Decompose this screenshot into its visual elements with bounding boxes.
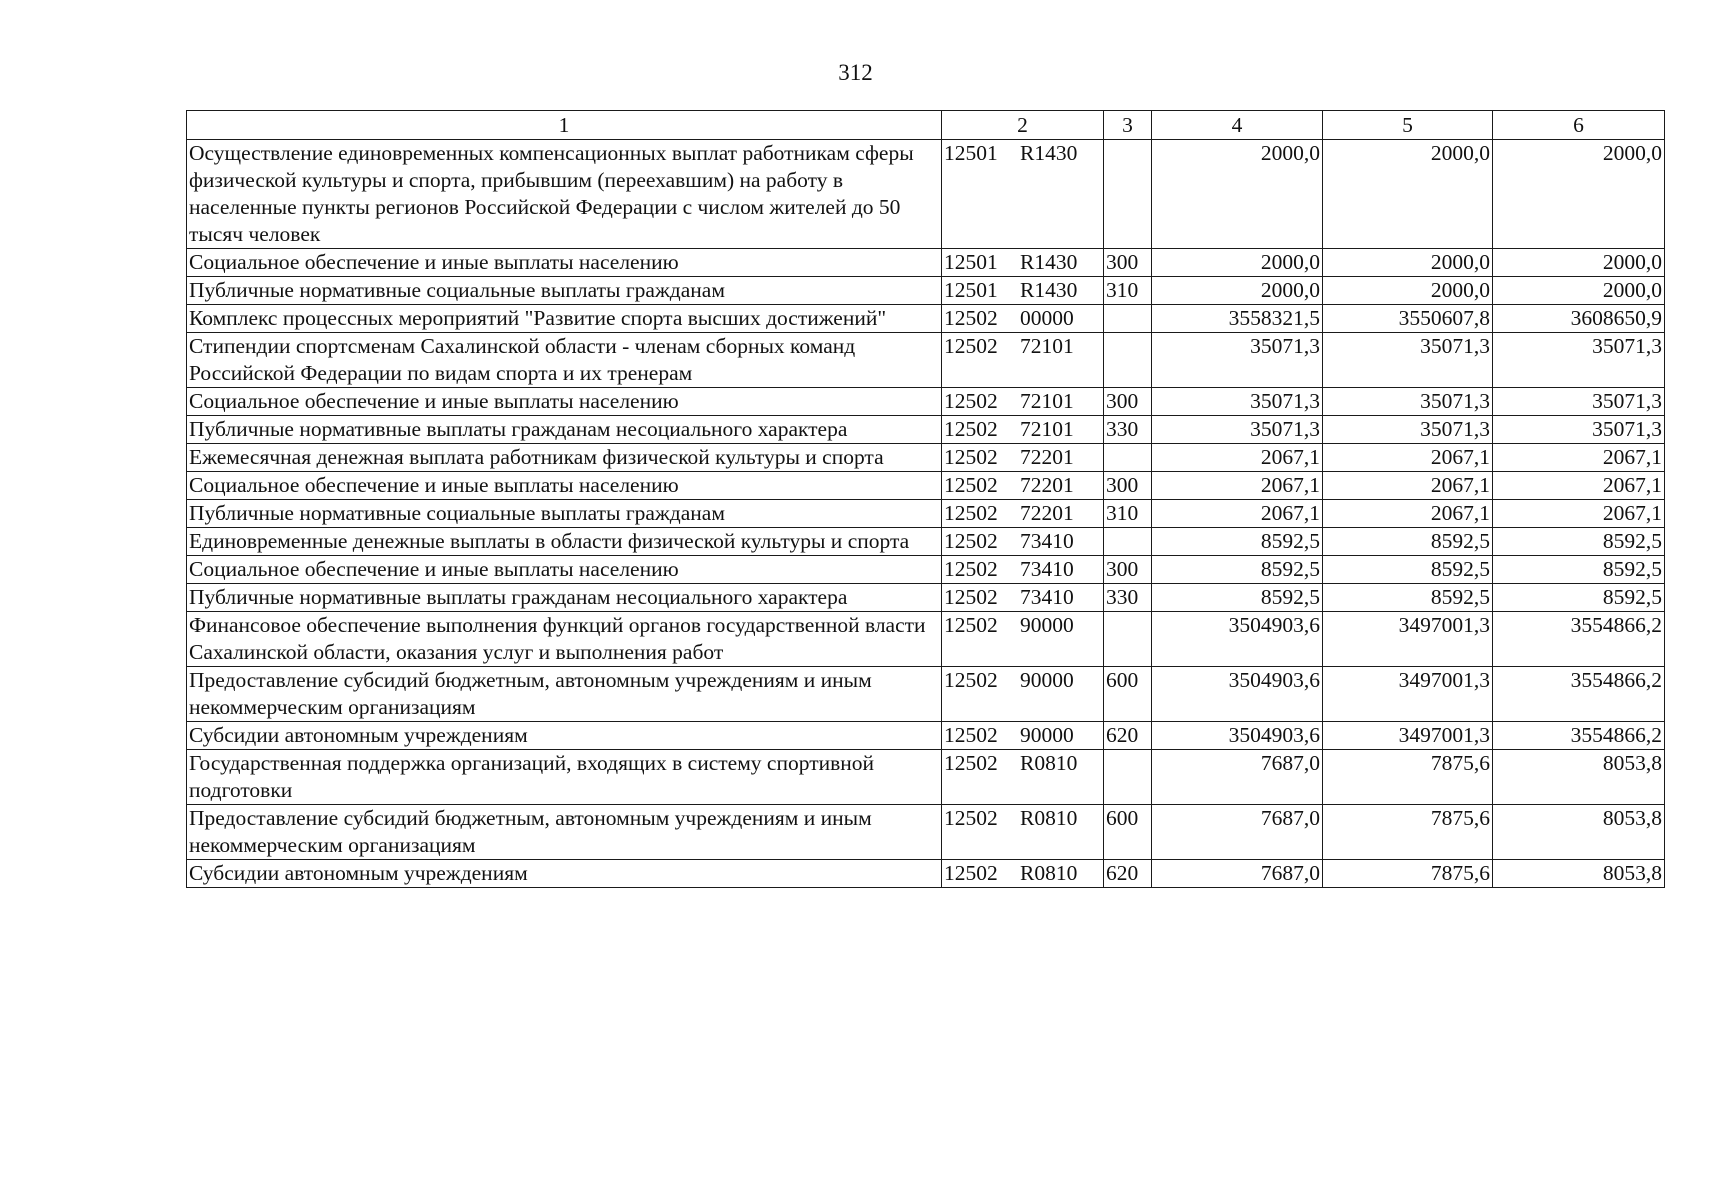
row-name-cell: Комплекс процессных мероприятий "Развитие спорта высших достижений" — [187, 305, 942, 333]
row-value-5-cell: 2067,1 — [1323, 444, 1493, 472]
row-code-direction: 90000 — [1020, 668, 1074, 692]
row-value-4-cell: 2000,0 — [1152, 249, 1323, 277]
row-type-cell: 310 — [1104, 277, 1152, 305]
row-type-cell — [1104, 140, 1152, 249]
row-value-4-cell: 2067,1 — [1152, 444, 1323, 472]
row-code-cell — [942, 140, 1104, 249]
row-type-cell — [1104, 333, 1152, 388]
row-code-program: 12502 — [944, 723, 998, 747]
row-type-cell: 300 — [1104, 556, 1152, 584]
row-code-program: 12502 — [944, 806, 998, 830]
table-row — [187, 500, 1665, 528]
table-row — [187, 805, 1665, 860]
row-code-program: 12502 — [944, 529, 998, 553]
row-code-direction: 73410 — [1020, 529, 1074, 553]
row-value-6-cell: 3554866,2 — [1493, 667, 1665, 722]
row-value-4-cell: 7687,0 — [1152, 750, 1323, 805]
row-code-cell — [942, 277, 1104, 305]
row-code-cell — [942, 667, 1104, 722]
row-code-direction: R1430 — [1020, 278, 1078, 302]
header-col-6: 6 — [1493, 111, 1665, 140]
row-value-5-cell: 7875,6 — [1323, 805, 1493, 860]
row-code-program: 12502 — [944, 417, 998, 441]
row-value-6-cell: 35071,3 — [1493, 333, 1665, 388]
row-type-cell — [1104, 612, 1152, 667]
row-code-program: 12502 — [944, 389, 998, 413]
row-type-cell: 620 — [1104, 860, 1152, 888]
row-value-5-cell: 7875,6 — [1323, 750, 1493, 805]
row-value-5-cell: 2000,0 — [1323, 249, 1493, 277]
row-value-4-cell: 7687,0 — [1152, 860, 1323, 888]
row-value-5-cell: 2067,1 — [1323, 472, 1493, 500]
table-row — [187, 667, 1665, 722]
table-row — [187, 722, 1665, 750]
row-code-direction: 73410 — [1020, 557, 1074, 581]
row-value-5-cell: 3550607,8 — [1323, 305, 1493, 333]
row-type-cell: 300 — [1104, 388, 1152, 416]
row-code-direction: R0810 — [1020, 806, 1078, 830]
row-value-4-cell: 3558321,5 — [1152, 305, 1323, 333]
row-value-6-cell: 8053,8 — [1493, 805, 1665, 860]
row-code-direction: R0810 — [1020, 751, 1078, 775]
page-number: 312 — [838, 60, 873, 85]
row-type-cell: 310 — [1104, 500, 1152, 528]
row-type-cell: 300 — [1104, 472, 1152, 500]
row-code-direction: 00000 — [1020, 306, 1074, 330]
row-name-cell: Публичные нормативные социальные выплаты гражданам — [187, 500, 942, 528]
row-code-program: 12501 — [944, 141, 998, 165]
row-type-cell — [1104, 528, 1152, 556]
row-code-cell — [942, 722, 1104, 750]
row-value-4-cell: 3504903,6 — [1152, 612, 1323, 667]
row-code-program: 12501 — [944, 278, 998, 302]
row-value-6-cell: 2067,1 — [1493, 500, 1665, 528]
header-col-3: 3 — [1104, 111, 1152, 140]
row-code-direction: R0810 — [1020, 861, 1078, 885]
row-code-program: 12502 — [944, 306, 998, 330]
row-name-cell: Стипендии спортсменам Сахалинской области - членам сборных команд Российской Федерации по видам спорта и их тренерам — [187, 333, 942, 388]
row-code-cell — [942, 416, 1104, 444]
row-value-4-cell: 7687,0 — [1152, 805, 1323, 860]
row-name-cell: Социальное обеспечение и иные выплаты населению — [187, 388, 942, 416]
row-code-cell — [942, 333, 1104, 388]
row-code-cell — [942, 584, 1104, 612]
row-code-program: 12502 — [944, 861, 998, 885]
row-value-6-cell: 8592,5 — [1493, 556, 1665, 584]
row-code-cell — [942, 860, 1104, 888]
table-row — [187, 444, 1665, 472]
row-code-cell — [942, 528, 1104, 556]
row-value-4-cell: 35071,3 — [1152, 416, 1323, 444]
row-name-cell: Социальное обеспечение и иные выплаты населению — [187, 472, 942, 500]
table-row — [187, 277, 1665, 305]
row-value-5-cell: 7875,6 — [1323, 860, 1493, 888]
row-value-6-cell: 8592,5 — [1493, 528, 1665, 556]
row-code-cell — [942, 305, 1104, 333]
row-code-direction: R1430 — [1020, 141, 1078, 165]
row-type-cell: 330 — [1104, 416, 1152, 444]
row-value-5-cell: 8592,5 — [1323, 528, 1493, 556]
row-code-cell — [942, 444, 1104, 472]
table-row — [187, 249, 1665, 277]
row-code-direction: 73410 — [1020, 585, 1074, 609]
row-type-cell — [1104, 750, 1152, 805]
row-value-6-cell: 2000,0 — [1493, 277, 1665, 305]
row-name-cell: Субсидии автономным учреждениям — [187, 860, 942, 888]
row-name-cell: Социальное обеспечение и иные выплаты населению — [187, 556, 942, 584]
row-code-cell — [942, 612, 1104, 667]
table-row — [187, 584, 1665, 612]
row-value-6-cell: 35071,3 — [1493, 388, 1665, 416]
row-code-direction: 72101 — [1020, 389, 1074, 413]
row-code-cell — [942, 556, 1104, 584]
row-value-6-cell: 2000,0 — [1493, 249, 1665, 277]
table-row — [187, 750, 1665, 805]
row-name-cell: Осуществление единовременных компенсационных выплат работникам сферы физической культуры и спорта, прибывшим (переехавшим) на работу в населенные пункты регионов Российской Федерации с числом жителей до 50 тысяч человек — [187, 140, 942, 249]
row-value-5-cell: 35071,3 — [1323, 333, 1493, 388]
header-col-5: 5 — [1323, 111, 1493, 140]
table-row — [187, 556, 1665, 584]
row-code-cell — [942, 500, 1104, 528]
row-code-program: 12502 — [944, 501, 998, 525]
row-value-4-cell: 3504903,6 — [1152, 667, 1323, 722]
row-value-6-cell: 8053,8 — [1493, 860, 1665, 888]
row-name-cell: Финансовое обеспечение выполнения функций органов государственной власти Сахалинской области, оказания услуг и выполнения работ — [187, 612, 942, 667]
row-code-cell — [942, 750, 1104, 805]
row-value-6-cell: 2067,1 — [1493, 472, 1665, 500]
row-name-cell: Ежемесячная денежная выплата работникам физической культуры и спорта — [187, 444, 942, 472]
row-value-4-cell: 3504903,6 — [1152, 722, 1323, 750]
row-code-direction: 72201 — [1020, 501, 1074, 525]
row-value-5-cell: 35071,3 — [1323, 388, 1493, 416]
row-code-program: 12502 — [944, 557, 998, 581]
row-value-4-cell: 2067,1 — [1152, 500, 1323, 528]
row-code-cell — [942, 388, 1104, 416]
row-value-5-cell: 8592,5 — [1323, 584, 1493, 612]
row-type-cell: 600 — [1104, 667, 1152, 722]
table-header-row — [187, 111, 1665, 140]
row-name-cell: Публичные нормативные выплаты гражданам несоциального характера — [187, 584, 942, 612]
row-code-program: 12502 — [944, 751, 998, 775]
row-value-6-cell: 8053,8 — [1493, 750, 1665, 805]
table-row — [187, 388, 1665, 416]
row-value-6-cell: 2000,0 — [1493, 140, 1665, 249]
row-code-program: 12502 — [944, 613, 998, 637]
row-code-direction: 72101 — [1020, 334, 1074, 358]
row-value-5-cell: 3497001,3 — [1323, 722, 1493, 750]
row-value-6-cell: 3608650,9 — [1493, 305, 1665, 333]
row-name-cell: Публичные нормативные выплаты гражданам несоциального характера — [187, 416, 942, 444]
row-code-direction: R1430 — [1020, 250, 1078, 274]
row-code-cell — [942, 249, 1104, 277]
row-code-program: 12502 — [944, 585, 998, 609]
table-row — [187, 140, 1665, 249]
table-row — [187, 860, 1665, 888]
table-row — [187, 333, 1665, 388]
table-body — [187, 140, 1665, 888]
table-row — [187, 472, 1665, 500]
row-name-cell: Публичные нормативные социальные выплаты гражданам — [187, 277, 942, 305]
row-code-direction: 90000 — [1020, 723, 1074, 747]
row-type-cell: 620 — [1104, 722, 1152, 750]
row-code-direction: 90000 — [1020, 613, 1074, 637]
row-value-4-cell: 2000,0 — [1152, 140, 1323, 249]
row-value-4-cell: 8592,5 — [1152, 556, 1323, 584]
row-name-cell: Социальное обеспечение и иные выплаты населению — [187, 249, 942, 277]
row-value-6-cell: 8592,5 — [1493, 584, 1665, 612]
row-value-5-cell: 3497001,3 — [1323, 667, 1493, 722]
row-type-cell — [1104, 305, 1152, 333]
table-row — [187, 305, 1665, 333]
row-code-program: 12502 — [944, 668, 998, 692]
row-code-program: 12502 — [944, 334, 998, 358]
row-code-program: 12501 — [944, 250, 998, 274]
header-col-4: 4 — [1152, 111, 1323, 140]
row-type-cell — [1104, 444, 1152, 472]
row-code-direction: 72201 — [1020, 445, 1074, 469]
row-code-cell — [942, 805, 1104, 860]
budget-table — [186, 110, 1665, 888]
row-code-cell — [942, 472, 1104, 500]
row-value-6-cell: 35071,3 — [1493, 416, 1665, 444]
table-row — [187, 528, 1665, 556]
row-value-5-cell: 35071,3 — [1323, 416, 1493, 444]
row-value-4-cell: 8592,5 — [1152, 528, 1323, 556]
row-value-5-cell: 2067,1 — [1323, 500, 1493, 528]
row-code-program: 12502 — [944, 473, 998, 497]
row-value-6-cell: 3554866,2 — [1493, 722, 1665, 750]
row-value-6-cell: 3554866,2 — [1493, 612, 1665, 667]
row-value-4-cell: 2067,1 — [1152, 472, 1323, 500]
row-name-cell: Государственная поддержка организаций, входящих в систему спортивной подготовки — [187, 750, 942, 805]
header-col-1: 1 — [187, 111, 942, 140]
row-value-5-cell: 2000,0 — [1323, 277, 1493, 305]
row-name-cell: Предоставление субсидий бюджетным, автономным учреждениям и иным некоммерческим организациям — [187, 805, 942, 860]
table-row — [187, 612, 1665, 667]
row-value-4-cell: 35071,3 — [1152, 388, 1323, 416]
row-value-6-cell: 2067,1 — [1493, 444, 1665, 472]
row-name-cell: Предоставление субсидий бюджетным, автономным учреждениям и иным некоммерческим организациям — [187, 667, 942, 722]
row-code-direction: 72101 — [1020, 417, 1074, 441]
row-type-cell: 600 — [1104, 805, 1152, 860]
row-value-5-cell: 2000,0 — [1323, 140, 1493, 249]
header-col-2: 2 — [942, 111, 1104, 140]
row-type-cell: 330 — [1104, 584, 1152, 612]
row-name-cell: Субсидии автономным учреждениям — [187, 722, 942, 750]
row-name-cell: Единовременные денежные выплаты в области физической культуры и спорта — [187, 528, 942, 556]
row-value-5-cell: 8592,5 — [1323, 556, 1493, 584]
row-code-direction: 72201 — [1020, 473, 1074, 497]
row-value-5-cell: 3497001,3 — [1323, 612, 1493, 667]
row-code-program: 12502 — [944, 445, 998, 469]
row-value-4-cell: 8592,5 — [1152, 584, 1323, 612]
row-value-4-cell: 35071,3 — [1152, 333, 1323, 388]
table-row — [187, 416, 1665, 444]
row-value-4-cell: 2000,0 — [1152, 277, 1323, 305]
row-type-cell: 300 — [1104, 249, 1152, 277]
